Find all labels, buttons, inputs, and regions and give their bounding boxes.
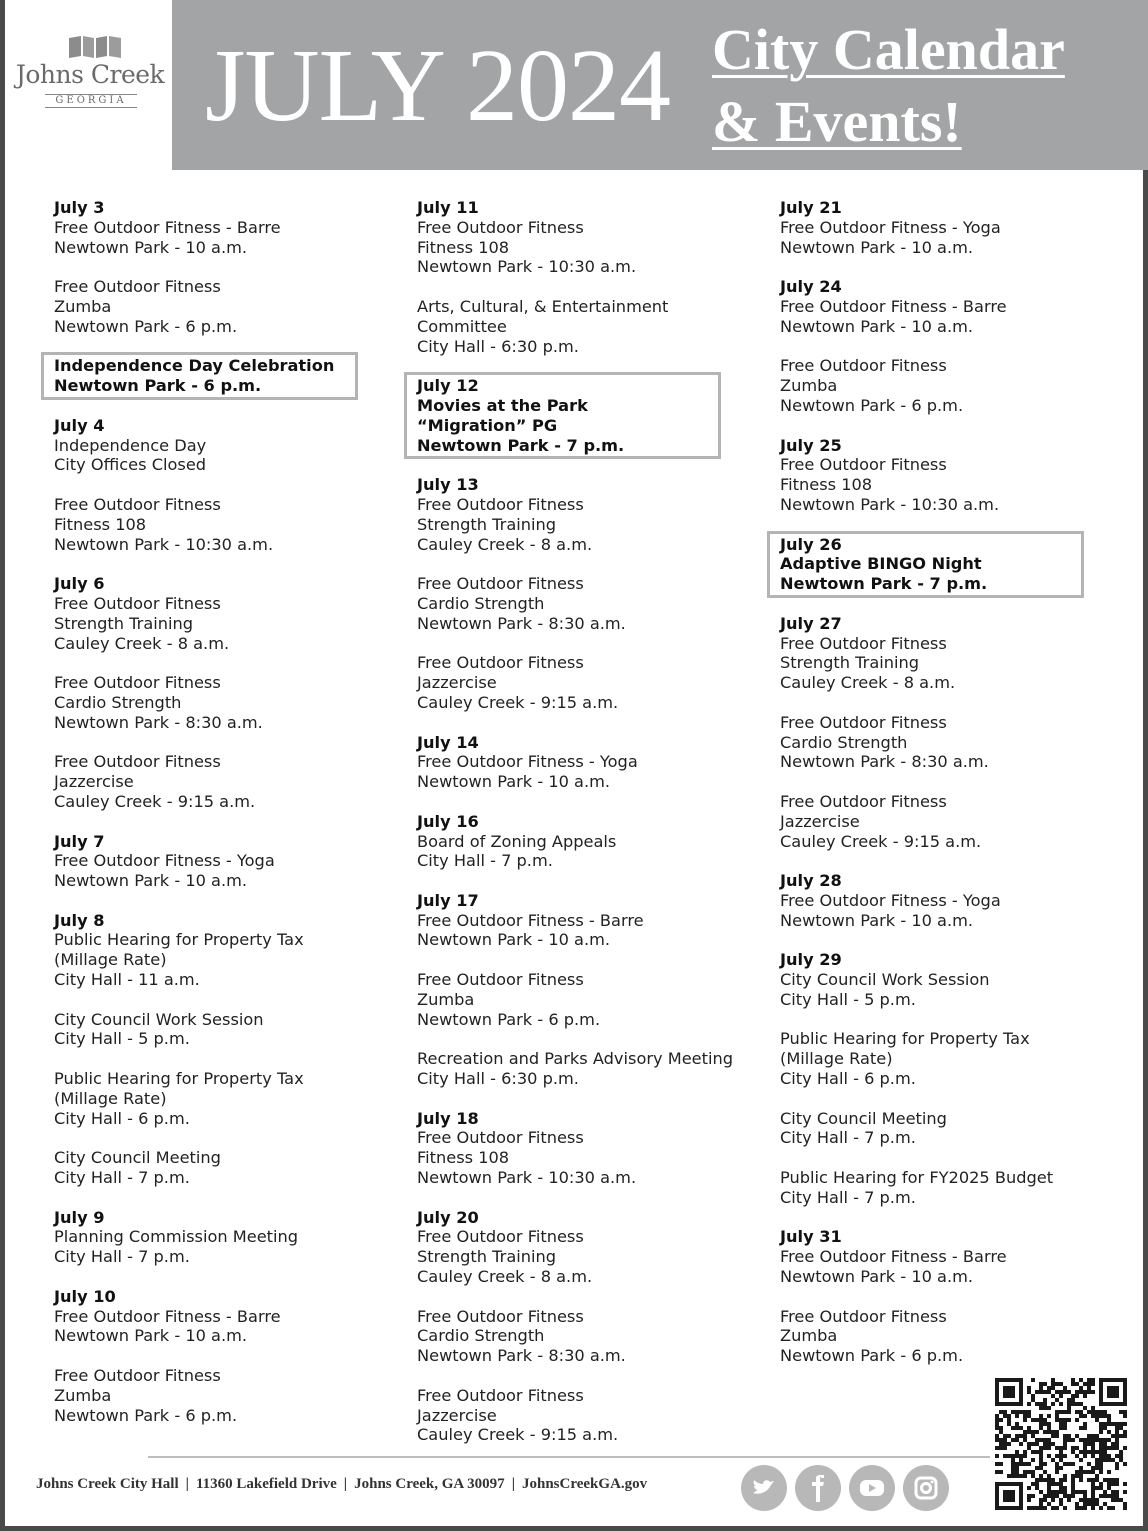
event-line: Free Outdoor Fitness [780,791,947,811]
event-line: Fitness 108 [54,514,147,534]
featured-event [417,376,757,455]
event-line: Free Outdoor Fitness [417,217,584,237]
event-line: Recreation and Parks Advisory Meeting [417,1049,733,1069]
event-line: Free Outdoor Fitness - Barre [54,1306,281,1326]
event-line: Committee [417,316,507,336]
event-line: Free Outdoor Fitness - Barre [780,1247,1007,1267]
event-line: Adaptive BINGO Night [780,554,982,574]
event-line: Free Outdoor Fitness [417,1227,584,1247]
event-line: Free Outdoor Fitness [780,712,947,732]
event-date: July 24 [780,277,842,297]
featured-event [780,535,1120,594]
event-line: Jazzercise [780,811,860,831]
event-line: Newtown Park - 10 a.m. [780,237,974,257]
event-line: Public Hearing for FY2025 Budget [780,1168,1054,1188]
calendar-event [417,1109,757,1188]
event-line: City Hall - 6 p.m. [54,1108,190,1128]
event-date: July 28 [780,871,842,891]
calendar-event [780,356,1120,415]
calendar-event [780,614,1120,693]
event-line: Newtown Park - 10:30 a.m. [417,1168,637,1188]
calendar-event [54,574,394,653]
event-line: Jazzercise [417,1405,497,1425]
event-date: July 29 [780,950,842,970]
event-line: Free Outdoor Fitness [54,752,221,772]
event-line: Strength Training [417,1247,557,1267]
calendar-column-2 [417,198,757,1465]
event-line: Free Outdoor Fitness [54,673,221,693]
event-line: Free Outdoor Fitness [417,1128,584,1148]
calendar-event [417,475,757,554]
calendar-event [54,911,394,990]
footer-street: 11360 Lakefield Drive [195,1476,337,1492]
event-line: Planning Commission Meeting [54,1227,299,1247]
event-line: Strength Training [780,653,920,673]
calendar-event [54,416,394,475]
event-line: Zumba [780,1326,838,1346]
event-date: July 9 [54,1207,105,1227]
footer-place: Johns Creek City Hall [36,1476,179,1492]
event-line: City Hall - 7 p.m. [780,1128,916,1148]
event-date: July 13 [417,475,479,495]
event-date: July 31 [780,1227,842,1247]
event-line: Newtown Park - 10 a.m. [54,871,248,891]
event-date: July 11 [417,198,479,217]
twitter-icon[interactable] [741,1465,787,1511]
instagram-icon[interactable] [903,1465,949,1511]
event-line: Free Outdoor Fitness - Yoga [780,217,1001,237]
calendar-event [417,297,757,356]
calendar-event [54,752,394,811]
event-line: Zumba [780,376,838,396]
event-line: Newtown Park - 8:30 a.m. [54,712,263,732]
calendar-event [417,1049,757,1089]
event-line: Cauley Creek - 9:15 a.m. [417,692,619,712]
event-line: Newtown Park - 6 p.m. [54,316,238,336]
event-date: July 6 [54,574,105,594]
event-line: Cauley Creek - 8 a.m. [417,534,593,554]
calendar-column-3 [780,198,1120,1386]
event-line: Zumba [54,1385,112,1405]
event-line: Free Outdoor Fitness - Yoga [780,890,1001,910]
event-line: Cardio Strength [417,593,545,613]
calendar-event [417,970,757,1029]
event-line: Newtown Park - 10:30 a.m. [54,534,274,554]
event-line: Independence Day [54,435,207,455]
event-line: Free Outdoor Fitness - Barre [417,910,644,930]
event-line: Jazzercise [417,673,497,693]
event-line: Fitness 108 [417,1148,510,1168]
calendar-event [54,495,394,554]
event-line: Newtown Park - 10 a.m. [780,316,974,336]
event-date: July 4 [54,415,105,435]
footer-website-link[interactable]: JohnsCreekGA.gov [522,1476,648,1492]
event-line: Free Outdoor Fitness [780,633,947,653]
event-line: Free Outdoor Fitness - Barre [780,296,1007,316]
event-line: Fitness 108 [417,237,510,257]
event-line: City Hall - 5 p.m. [780,989,916,1009]
event-line: Free Outdoor Fitness [780,455,947,475]
calendar-event [54,1208,394,1267]
event-line: Free Outdoor Fitness [417,494,584,514]
event-date: July 21 [780,198,842,217]
event-line: (Millage Rate) [780,1049,893,1069]
event-line: Newtown Park - 6 p.m. [54,1405,238,1425]
calendar-event [780,1168,1120,1208]
event-line: Cardio Strength [54,692,182,712]
event-line: Cauley Creek - 9:15 a.m. [417,1425,619,1445]
event-date: July 18 [417,1108,479,1128]
event-line: City Hall - 7 p.m. [417,851,553,871]
event-date: July 10 [54,1286,116,1306]
event-line: Arts, Cultural, & Entertainment [417,296,669,316]
event-line: (Millage Rate) [54,1088,167,1108]
event-line: Newtown Park - 6 p.m. [54,376,262,396]
event-line: Newtown Park - 10:30 a.m. [417,257,637,277]
event-line: Movies at the Park [417,395,588,415]
calendar-event [780,950,1120,1009]
event-line: Cauley Creek - 8 a.m. [54,633,230,653]
featured-event [54,356,394,396]
event-line: City Council Work Session [780,970,990,990]
tagline-line-2: & Events! [712,89,962,154]
event-line: Public Hearing for Property Tax [54,1069,304,1089]
event-line: Free Outdoor Fitness [54,1366,221,1386]
footer-city: Johns Creek, GA 30097 [354,1476,505,1492]
calendar-event [417,1386,757,1445]
event-line: City Hall - 6:30 p.m. [417,336,579,356]
event-line: City Hall - 6 p.m. [780,1069,916,1089]
event-line: City Council Work Session [54,1009,264,1029]
event-line: City Offices Closed [54,455,207,475]
event-line: Zumba [54,296,112,316]
calendar-event [54,198,394,257]
event-line: Free Outdoor Fitness - Yoga [54,851,275,871]
event-line: Free Outdoor Fitness - Yoga [417,752,638,772]
tagline [712,14,1065,158]
event-line: City Hall - 5 p.m. [54,1029,190,1049]
calendar-event [780,436,1120,515]
event-line: Public Hearing for Property Tax [54,930,304,950]
event-line: Free Outdoor Fitness [780,356,947,376]
calendar-column-1 [54,198,394,1445]
page-title: JULY 2024 [205,28,670,143]
event-date: July 25 [780,435,842,455]
event-line: Newtown Park - 6 p.m. [780,395,964,415]
qr-code-icon[interactable] [995,1378,1127,1510]
event-line: Newtown Park - 10 a.m. [54,1326,248,1346]
event-line: Cardio Strength [417,1326,545,1346]
calendar-event [417,574,757,633]
calendar-event [54,1010,394,1050]
event-line: Cauley Creek - 8 a.m. [780,673,956,693]
event-line: Newtown Park - 6 p.m. [780,1346,964,1366]
event-line: Zumba [417,989,475,1009]
event-line: July 12 [417,376,479,396]
event-line: Public Hearing for Property Tax [780,1029,1030,1049]
event-line: Newtown Park - 10:30 a.m. [780,494,1000,514]
event-line: Free Outdoor Fitness [417,970,584,990]
event-line: Fitness 108 [780,475,873,495]
logo-city-name: Johns Creek [15,60,165,89]
event-line: Cauley Creek - 9:15 a.m. [54,791,256,811]
calendar-event [780,1029,1120,1088]
tagline-line-1: City Calendar [712,17,1065,82]
event-line: Cauley Creek - 8 a.m. [417,1267,593,1287]
event-line: Free Outdoor Fitness [417,1306,584,1326]
calendar-event [780,1227,1120,1286]
event-line: Jazzercise [54,772,134,792]
event-date: July 27 [780,613,842,633]
calendar-event [54,1148,394,1188]
event-line: Free Outdoor Fitness [54,494,221,514]
event-line: Newtown Park - 7 p.m. [417,435,625,455]
event-line: Newtown Park - 8:30 a.m. [417,1346,626,1366]
event-line: Strength Training [54,613,194,633]
calendar-event [417,1307,757,1366]
logo-state: GEORGIA [45,94,137,108]
calendar-event [417,1208,757,1287]
event-line: Free Outdoor Fitness [54,277,221,297]
calendar-event [417,812,757,871]
footer-divider [148,1456,990,1458]
calendar-event [417,891,757,950]
event-line: Strength Training [417,514,557,534]
event-line: Free Outdoor Fitness [417,574,584,594]
event-line: Newtown Park - 7 p.m. [780,574,988,594]
event-line: July 26 [780,534,842,554]
event-line: City Hall - 6:30 p.m. [417,1069,579,1089]
event-line: City Hall - 11 a.m. [54,970,200,990]
event-date: July 7 [54,831,105,851]
calendar-event [780,1307,1120,1366]
footer-separator: | [343,1476,348,1492]
city-logo [5,0,171,170]
calendar-event [417,733,757,792]
calendar-event [54,673,394,732]
book-logo-icon [67,34,123,60]
event-line: Newtown Park - 10 a.m. [780,910,974,930]
footer-separator: | [511,1476,515,1492]
event-line: Newtown Park - 10 a.m. [54,237,248,257]
youtube-icon[interactable] [849,1465,895,1511]
facebook-icon[interactable] [795,1465,841,1511]
event-line: Newtown Park - 10 a.m. [417,772,611,792]
event-date: July 14 [417,732,479,752]
calendar-event [780,871,1120,930]
calendar-event [54,1287,394,1346]
calendar-event [54,277,394,336]
calendar-event [780,1109,1120,1149]
calendar-event [417,198,757,277]
event-line: Newtown Park - 10 a.m. [417,930,611,950]
event-line: Cauley Creek - 9:15 a.m. [780,831,982,851]
event-line: City Hall - 7 p.m. [54,1247,190,1267]
event-line: Newtown Park - 10 a.m. [780,1267,974,1287]
event-line: City Hall - 7 p.m. [780,1187,916,1207]
event-date: July 3 [54,198,105,217]
calendar-event [54,832,394,891]
event-line: “Migration” PG [417,415,558,435]
calendar-event [780,198,1120,257]
footer-separator: | [185,1476,189,1492]
event-date: July 8 [54,910,105,930]
event-date: July 17 [417,890,479,910]
event-line: Newtown Park - 8:30 a.m. [417,613,626,633]
event-date: July 20 [417,1207,479,1227]
calendar-event [54,1069,394,1128]
event-line: City Hall - 7 p.m. [54,1168,190,1188]
event-line: Free Outdoor Fitness - Barre [54,217,281,237]
calendar-event [780,277,1120,336]
calendar-event [54,1366,394,1425]
event-line: Newtown Park - 8:30 a.m. [780,752,989,772]
calendar-event [780,713,1120,772]
event-line: Free Outdoor Fitness [54,593,221,613]
event-line: City Council Meeting [54,1148,221,1168]
calendar-event [417,653,757,712]
event-line: Free Outdoor Fitness [780,1306,947,1326]
event-line: Board of Zoning Appeals [417,831,617,851]
event-line: Free Outdoor Fitness [417,653,584,673]
event-line: (Millage Rate) [54,950,167,970]
calendar-event [780,792,1120,851]
event-line: Cardio Strength [780,732,908,752]
event-line: City Council Meeting [780,1108,947,1128]
event-line: Free Outdoor Fitness [417,1385,584,1405]
event-line: Newtown Park - 6 p.m. [417,1009,601,1029]
event-line: Independence Day Celebration [54,356,335,376]
footer-address [36,1476,647,1493]
event-date: July 16 [417,811,479,831]
